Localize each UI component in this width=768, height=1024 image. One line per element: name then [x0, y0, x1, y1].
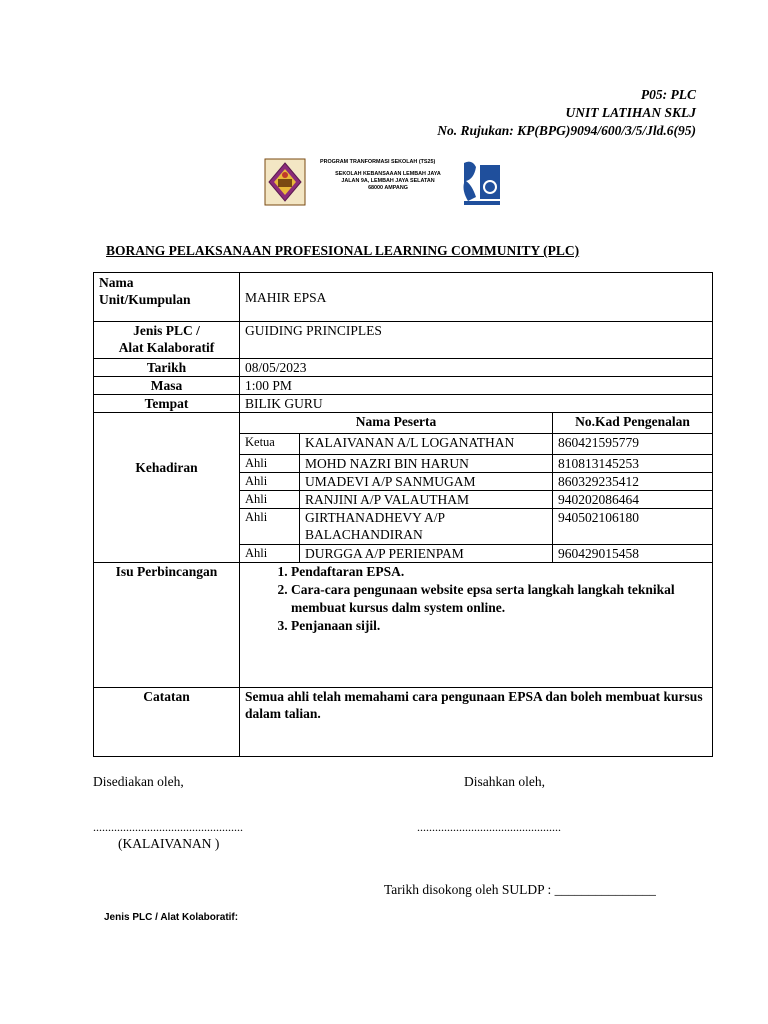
- participant-name-line2: BALACHANDIRAN: [305, 527, 423, 542]
- plc-form-table: [93, 272, 713, 757]
- prepared-signature-line: ..................................................: [93, 820, 243, 834]
- plc-type-label-line2: Alat Kalaboratif: [118, 340, 215, 355]
- participant-name: KALAIVANAN A/L LOGANATHAN: [300, 434, 553, 455]
- participant-role: Ketua: [240, 434, 300, 455]
- school-info: [318, 159, 458, 192]
- group-label-line2: Unit/Kumpulan: [99, 292, 191, 307]
- school-address-line2: 68000 AMPANG: [368, 185, 408, 191]
- group-value: MAHIR EPSA: [240, 273, 713, 322]
- prepared-by-name: (KALAIVANAN ): [118, 836, 220, 851]
- participant-role: Ahli: [240, 473, 300, 491]
- school-banner: [260, 155, 510, 209]
- participant-role: Ahli: [240, 545, 300, 563]
- form-title: BORANG PELAKSANAAN PROFESIONAL LEARNING COMMUNITY (PLC): [106, 243, 580, 258]
- participant-ic: 860329235412: [553, 473, 713, 491]
- time-label: Masa: [94, 377, 240, 395]
- place-value: BILIK GURU: [240, 395, 713, 413]
- place-label: Tempat: [94, 395, 240, 413]
- header-reference: No. Rujukan: KP(BPG)9094/600/3/5/Jld.6(95): [437, 123, 696, 138]
- participant-name: MOHD NAZRI BIN HARUN: [300, 455, 553, 473]
- participant-name-line1: GIRTHANADHEVY A/P: [305, 510, 446, 525]
- participant-role: Ahli: [240, 509, 300, 545]
- participant-ic: 960429015458: [553, 545, 713, 563]
- participant-ic: 810813145253: [553, 455, 713, 473]
- plc-type-label: [94, 322, 240, 359]
- participant-name-header: Nama Peserta: [240, 413, 553, 434]
- issue-item: 2. Cara-cara pengunaan website epsa serta langkah langkah teknikal membuat kursus dalm system online.: [291, 581, 707, 617]
- school-name: SEKOLAH KEBANSAAAN LEMBAH JAYA: [335, 171, 441, 177]
- issues-list: [245, 563, 707, 635]
- participant-name: [300, 509, 553, 545]
- plc-type-label-line1: Jenis PLC /: [133, 323, 200, 338]
- plc-type-value: GUIDING PRINCIPLES: [240, 322, 713, 359]
- attendance-label: Kehadiran: [94, 413, 240, 563]
- support-date-field: Tarikh disokong oleh SULDP : _______________: [384, 882, 656, 897]
- approved-by-label: Disahkan oleh,: [464, 774, 545, 789]
- time-value: 1:00 PM: [240, 377, 713, 395]
- header-form-code: P05: PLC: [640, 87, 696, 102]
- group-label-line1: Nama: [99, 275, 134, 290]
- participant-role: Ahli: [240, 491, 300, 509]
- notes-label: Catatan: [94, 688, 240, 757]
- participant-role: Ahli: [240, 455, 300, 473]
- ic-number-header: No.Kad Pengenalan: [553, 413, 713, 434]
- participant-ic: 940202086464: [553, 491, 713, 509]
- date-value: 08/05/2023: [240, 359, 713, 377]
- participant-ic: 940502106180: [553, 509, 713, 545]
- header-unit: UNIT LATIHAN SKLJ: [565, 105, 696, 120]
- approved-signature-line: ................................................: [417, 820, 561, 834]
- participant-name: DURGGA A/P PERIENPAM: [300, 545, 553, 563]
- issues-label: Isu Perbincangan: [94, 563, 240, 688]
- participant-ic: 860421595779: [553, 434, 713, 455]
- ts25-logo: [460, 157, 504, 207]
- issue-item: 3. Penjanaan sijil.: [291, 617, 707, 635]
- issues-content: [240, 563, 713, 688]
- group-label: [94, 273, 240, 322]
- school-address-line1: JALAN 9A, LEMBAH JAYA SELATAN: [341, 178, 435, 184]
- notes-value: Semua ahli telah memahami cara pengunaan EPSA dan boleh membuat kursus dalam talian.: [240, 688, 713, 757]
- date-label: Tarikh: [94, 359, 240, 377]
- participant-name: RANJINI A/P VALAUTHAM: [300, 491, 553, 509]
- issue-item: 1. Pendaftaran EPSA.: [291, 563, 707, 581]
- prepared-by-label: Disediakan oleh,: [93, 774, 184, 789]
- program-name: PROGRAM TRANFORMASI SEKOLAH (TS25): [320, 159, 436, 165]
- school-crest-logo: [263, 157, 307, 207]
- participant-name: UMADEVI A/P SANMUGAM: [300, 473, 553, 491]
- footer-note: Jenis PLC / Alat Kolaboratif:: [104, 912, 239, 923]
